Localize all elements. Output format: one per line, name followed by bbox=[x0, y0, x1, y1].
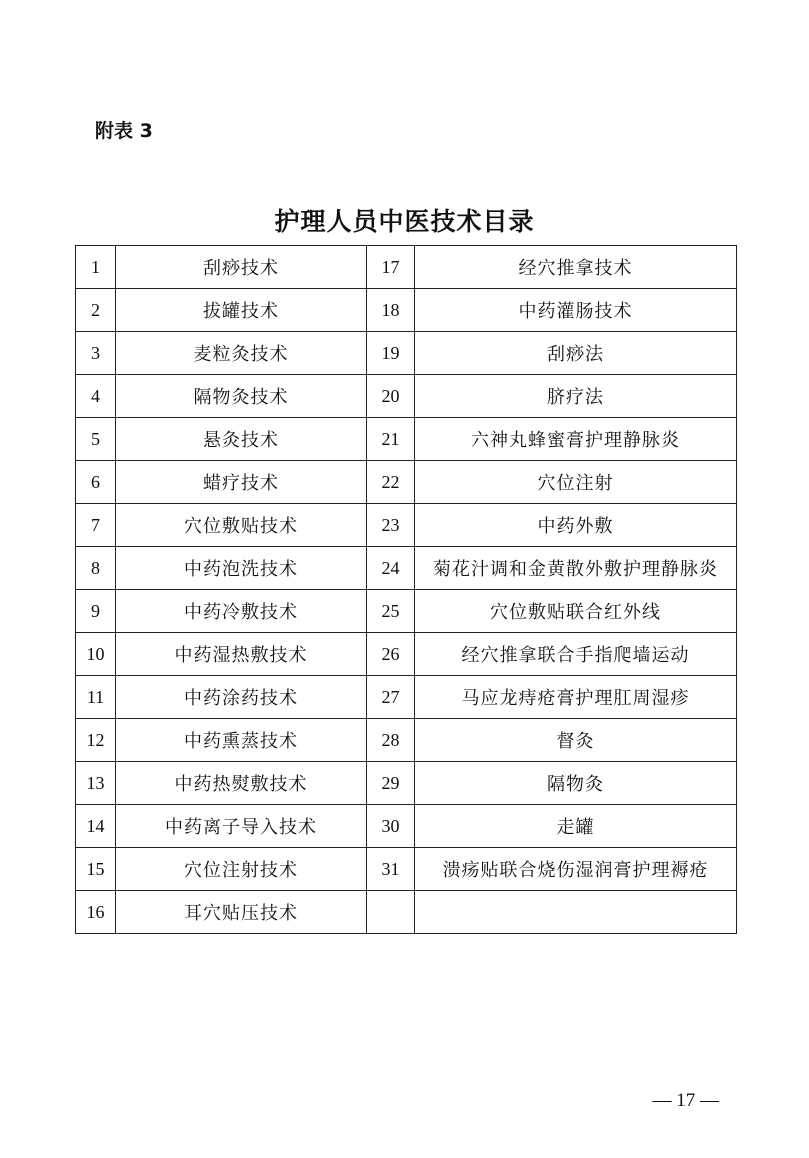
item-number: 6 bbox=[76, 461, 116, 504]
item-name: 中药熏蒸技术 bbox=[116, 719, 367, 762]
item-name: 穴位敷贴技术 bbox=[116, 504, 367, 547]
table-row bbox=[76, 504, 737, 547]
item-name: 脐疗法 bbox=[415, 375, 737, 418]
item-number: 7 bbox=[76, 504, 116, 547]
item-name: 走罐 bbox=[415, 805, 737, 848]
table-row bbox=[76, 891, 737, 934]
item-name: 溃疡贴联合烧伤湿润膏护理褥疮 bbox=[415, 848, 737, 891]
item-name bbox=[415, 891, 737, 934]
item-number: 23 bbox=[367, 504, 415, 547]
item-name: 经穴推拿联合手指爬墙运动 bbox=[415, 633, 737, 676]
table-row bbox=[76, 547, 737, 590]
item-name: 中药离子导入技术 bbox=[116, 805, 367, 848]
item-name: 中药灌肠技术 bbox=[415, 289, 737, 332]
item-name: 耳穴贴压技术 bbox=[116, 891, 367, 934]
item-name: 拔罐技术 bbox=[116, 289, 367, 332]
page-number: — 17 — bbox=[652, 1090, 719, 1111]
item-name: 刮痧法 bbox=[415, 332, 737, 375]
item-name: 中药涂药技术 bbox=[116, 676, 367, 719]
item-number: 13 bbox=[76, 762, 116, 805]
item-number: 3 bbox=[76, 332, 116, 375]
item-name: 蜡疗技术 bbox=[116, 461, 367, 504]
item-name: 督灸 bbox=[415, 719, 737, 762]
item-number: 21 bbox=[367, 418, 415, 461]
item-number: 19 bbox=[367, 332, 415, 375]
item-number: 18 bbox=[367, 289, 415, 332]
table-row bbox=[76, 246, 737, 289]
table-row bbox=[76, 461, 737, 504]
item-number: 9 bbox=[76, 590, 116, 633]
table-row bbox=[76, 418, 737, 461]
item-number: 24 bbox=[367, 547, 415, 590]
table-row bbox=[76, 676, 737, 719]
item-name: 六神丸蜂蜜膏护理静脉炎 bbox=[415, 418, 737, 461]
item-name: 中药外敷 bbox=[415, 504, 737, 547]
item-name: 麦粒灸技术 bbox=[116, 332, 367, 375]
table-row bbox=[76, 848, 737, 891]
item-name: 中药湿热敷技术 bbox=[116, 633, 367, 676]
item-number: 11 bbox=[76, 676, 116, 719]
item-number: 14 bbox=[76, 805, 116, 848]
item-number: 10 bbox=[76, 633, 116, 676]
item-number: 1 bbox=[76, 246, 116, 289]
item-number: 16 bbox=[76, 891, 116, 934]
item-number: 17 bbox=[367, 246, 415, 289]
table-row bbox=[76, 289, 737, 332]
item-number: 2 bbox=[76, 289, 116, 332]
item-name: 马应龙痔疮膏护理肛周湿疹 bbox=[415, 676, 737, 719]
item-number: 15 bbox=[76, 848, 116, 891]
item-name: 隔物灸 bbox=[415, 762, 737, 805]
item-number bbox=[367, 891, 415, 934]
item-number: 31 bbox=[367, 848, 415, 891]
table-row bbox=[76, 590, 737, 633]
item-number: 30 bbox=[367, 805, 415, 848]
item-number: 5 bbox=[76, 418, 116, 461]
item-number: 28 bbox=[367, 719, 415, 762]
item-name: 悬灸技术 bbox=[116, 418, 367, 461]
item-number: 12 bbox=[76, 719, 116, 762]
item-name: 菊花汁调和金黄散外敷护理静脉炎 bbox=[415, 547, 737, 590]
item-name: 穴位注射 bbox=[415, 461, 737, 504]
item-name: 穴位注射技术 bbox=[116, 848, 367, 891]
document-title: 护理人员中医技术目录 bbox=[274, 207, 535, 236]
item-number: 29 bbox=[367, 762, 415, 805]
table-row bbox=[76, 719, 737, 762]
item-name: 穴位敷贴联合红外线 bbox=[415, 590, 737, 633]
technique-table bbox=[75, 245, 737, 934]
table-row bbox=[76, 375, 737, 418]
item-number: 25 bbox=[367, 590, 415, 633]
item-number: 4 bbox=[76, 375, 116, 418]
item-number: 26 bbox=[367, 633, 415, 676]
item-name: 刮痧技术 bbox=[116, 246, 367, 289]
item-name: 中药冷敷技术 bbox=[116, 590, 367, 633]
item-name: 隔物灸技术 bbox=[116, 375, 367, 418]
item-name: 中药泡洗技术 bbox=[116, 547, 367, 590]
attachment-label: 附表 3 bbox=[95, 120, 153, 142]
table-row bbox=[76, 332, 737, 375]
table-row bbox=[76, 805, 737, 848]
table-row bbox=[76, 762, 737, 805]
item-name: 经穴推拿技术 bbox=[415, 246, 737, 289]
table-row bbox=[76, 633, 737, 676]
item-number: 20 bbox=[367, 375, 415, 418]
item-number: 22 bbox=[367, 461, 415, 504]
item-number: 27 bbox=[367, 676, 415, 719]
item-name: 中药热熨敷技术 bbox=[116, 762, 367, 805]
item-number: 8 bbox=[76, 547, 116, 590]
